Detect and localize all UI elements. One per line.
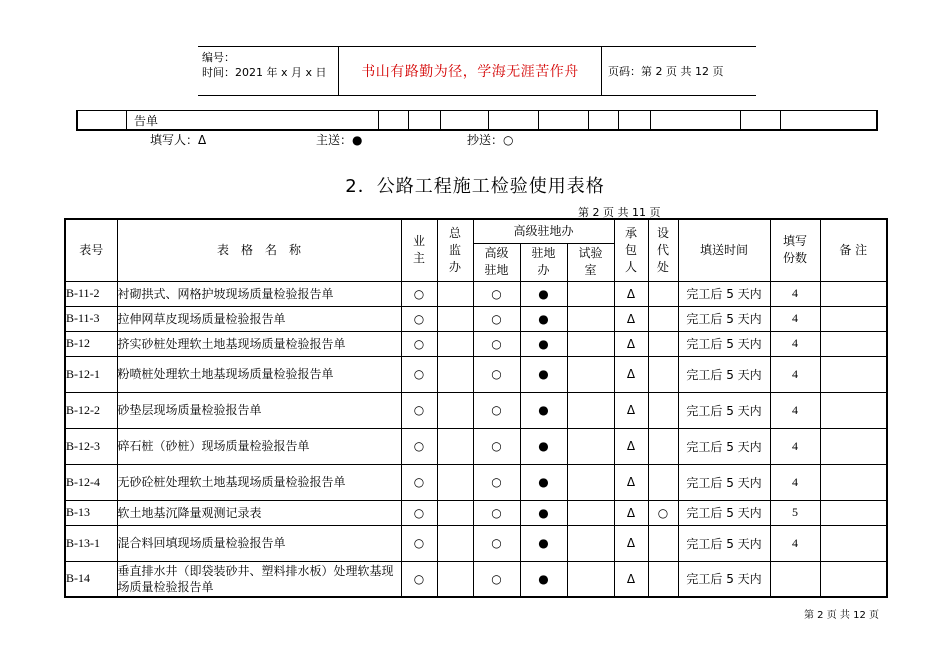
cell-senior: ○ bbox=[473, 561, 520, 597]
time-label: 时间：2021 年 x 月 x 日 bbox=[202, 66, 327, 79]
cell-remark bbox=[820, 561, 887, 597]
cell-senior: ○ bbox=[473, 525, 520, 561]
row-name: 粉喷桩处理软土地基现场质量检验报告单 bbox=[117, 356, 401, 392]
cell-send-time: 完工后 5 天内 bbox=[678, 356, 770, 392]
cell-contractor: Δ bbox=[614, 464, 648, 500]
cell-owner: ○ bbox=[401, 500, 437, 525]
cell-send-time: 完工后 5 天内 bbox=[678, 561, 770, 597]
table-row bbox=[65, 464, 887, 500]
cell-copies: 4 bbox=[770, 331, 820, 356]
cell-designer bbox=[648, 306, 678, 331]
cell-copies: 4 bbox=[770, 525, 820, 561]
cell-chief bbox=[437, 281, 473, 306]
row-name: 垂直排水井（即袋装砂井、塑料排水板）处理软基现场质量检验报告单 bbox=[117, 561, 401, 597]
cell-chief bbox=[437, 525, 473, 561]
cell-lab bbox=[567, 561, 614, 597]
cell-resident: ● bbox=[520, 525, 567, 561]
cell-lab bbox=[567, 331, 614, 356]
cell-designer bbox=[648, 281, 678, 306]
cell-senior: ○ bbox=[473, 428, 520, 464]
cell-chief bbox=[437, 331, 473, 356]
cell-resident: ● bbox=[520, 356, 567, 392]
legend-copy-send: 抄送：○ bbox=[467, 133, 514, 147]
cell-copies: 4 bbox=[770, 464, 820, 500]
cell-owner: ○ bbox=[401, 464, 437, 500]
row-name: 混合料回填现场质量检验报告单 bbox=[117, 525, 401, 561]
row-name: 砂垫层现场质量检验报告单 bbox=[117, 392, 401, 428]
table-row bbox=[65, 356, 887, 392]
row-code: B-12-4 bbox=[65, 464, 117, 500]
cell-chief bbox=[437, 356, 473, 392]
cell-resident: ● bbox=[520, 561, 567, 597]
col-header-name: 表 格 名 称 bbox=[117, 219, 401, 281]
row-name: 拉伸网草皮现场质量检验报告单 bbox=[117, 306, 401, 331]
cell-contractor: Δ bbox=[614, 428, 648, 464]
cell-designer bbox=[648, 464, 678, 500]
row-code: B-13 bbox=[65, 500, 117, 525]
cell-owner: ○ bbox=[401, 356, 437, 392]
motto: 书山有路勤为径，学海无涯苦作舟 bbox=[338, 47, 602, 95]
cell-chief bbox=[437, 306, 473, 331]
cell-contractor: Δ bbox=[614, 331, 648, 356]
table-row bbox=[65, 306, 887, 331]
row-code: B-11-3 bbox=[65, 306, 117, 331]
cell-lab bbox=[567, 356, 614, 392]
cell-remark bbox=[820, 306, 887, 331]
row-name: 碎石桩（砂桩）现场质量检验报告单 bbox=[117, 428, 401, 464]
cell-contractor: Δ bbox=[614, 356, 648, 392]
previous-table-cell: 告单 bbox=[134, 114, 159, 128]
cell-chief bbox=[437, 428, 473, 464]
cell-resident: ● bbox=[520, 281, 567, 306]
cell-send-time: 完工后 5 天内 bbox=[678, 306, 770, 331]
cell-senior: ○ bbox=[473, 356, 520, 392]
legend-filler: 填写人：Δ bbox=[150, 133, 207, 147]
cell-senior: ○ bbox=[473, 331, 520, 356]
cell-send-time: 完工后 5 天内 bbox=[678, 331, 770, 356]
cell-owner: ○ bbox=[401, 392, 437, 428]
cell-senior: ○ bbox=[473, 392, 520, 428]
cell-owner: ○ bbox=[401, 306, 437, 331]
row-code: B-12-1 bbox=[65, 356, 117, 392]
cell-copies: 5 bbox=[770, 500, 820, 525]
table-row bbox=[65, 525, 887, 561]
number-label: 编号： bbox=[202, 51, 235, 64]
table-row bbox=[65, 428, 887, 464]
cell-send-time: 完工后 5 天内 bbox=[678, 281, 770, 306]
col-header-contractor: 承包人 bbox=[614, 219, 648, 281]
row-code: B-11-2 bbox=[65, 281, 117, 306]
cell-copies bbox=[770, 561, 820, 597]
cell-resident: ● bbox=[520, 500, 567, 525]
cell-remark bbox=[820, 281, 887, 306]
legend-main-send: 主送：● bbox=[316, 133, 363, 147]
cell-lab bbox=[567, 306, 614, 331]
page-title: 2．公路工程施工检验使用表格 bbox=[345, 176, 605, 197]
cell-designer bbox=[648, 331, 678, 356]
previous-table-fragment bbox=[76, 110, 878, 131]
cell-remark bbox=[820, 464, 887, 500]
cell-copies: 4 bbox=[770, 281, 820, 306]
cell-lab bbox=[567, 464, 614, 500]
row-code: B-13-1 bbox=[65, 525, 117, 561]
col-header-senior: 高级驻地 bbox=[473, 243, 520, 281]
cell-contractor: Δ bbox=[614, 392, 648, 428]
cell-contractor: Δ bbox=[614, 525, 648, 561]
cell-lab bbox=[567, 500, 614, 525]
row-name: 无砂砼桩处理软土地基现场质量检验报告单 bbox=[117, 464, 401, 500]
cell-send-time: 完工后 5 天内 bbox=[678, 464, 770, 500]
cell-owner: ○ bbox=[401, 331, 437, 356]
cell-senior: ○ bbox=[473, 281, 520, 306]
cell-owner: ○ bbox=[401, 525, 437, 561]
cell-resident: ● bbox=[520, 428, 567, 464]
row-code: B-12 bbox=[65, 331, 117, 356]
cell-designer bbox=[648, 356, 678, 392]
cell-copies: 4 bbox=[770, 306, 820, 331]
cell-designer bbox=[648, 525, 678, 561]
cell-remark bbox=[820, 356, 887, 392]
inspection-forms-table bbox=[64, 218, 888, 598]
cell-send-time: 完工后 5 天内 bbox=[678, 525, 770, 561]
cell-remark bbox=[820, 428, 887, 464]
cell-chief bbox=[437, 392, 473, 428]
cell-resident: ● bbox=[520, 392, 567, 428]
cell-remark bbox=[820, 500, 887, 525]
cell-designer bbox=[648, 561, 678, 597]
cell-copies: 4 bbox=[770, 356, 820, 392]
cell-designer bbox=[648, 392, 678, 428]
col-header-owner: 业主 bbox=[401, 219, 437, 281]
table-row bbox=[65, 392, 887, 428]
cell-contractor: Δ bbox=[614, 500, 648, 525]
cell-remark bbox=[820, 525, 887, 561]
cell-copies: 4 bbox=[770, 392, 820, 428]
cell-remark bbox=[820, 392, 887, 428]
cell-senior: ○ bbox=[473, 464, 520, 500]
cell-chief bbox=[437, 500, 473, 525]
table-page-info: 第 2 页 共 11 页 bbox=[578, 206, 661, 219]
cell-designer: ○ bbox=[648, 500, 678, 525]
table-row bbox=[65, 500, 887, 525]
cell-lab bbox=[567, 392, 614, 428]
row-name: 挤实砂桩处理软土地基现场质量检验报告单 bbox=[117, 331, 401, 356]
cell-remark bbox=[820, 331, 887, 356]
cell-send-time: 完工后 5 天内 bbox=[678, 428, 770, 464]
cell-resident: ● bbox=[520, 331, 567, 356]
cell-resident: ● bbox=[520, 306, 567, 331]
col-header-remark: 备 注 bbox=[820, 219, 887, 281]
cell-designer bbox=[648, 428, 678, 464]
cell-lab bbox=[567, 428, 614, 464]
cell-owner: ○ bbox=[401, 428, 437, 464]
cell-send-time: 完工后 5 天内 bbox=[678, 392, 770, 428]
col-header-send-time: 填送时间 bbox=[678, 219, 770, 281]
col-header-resident: 驻地办 bbox=[520, 243, 567, 281]
col-header-senior-group: 高级驻地办 bbox=[473, 219, 614, 243]
cell-senior: ○ bbox=[473, 500, 520, 525]
cell-lab bbox=[567, 525, 614, 561]
table-row bbox=[65, 331, 887, 356]
col-header-chief: 总监办 bbox=[437, 219, 473, 281]
cell-send-time: 完工后 5 天内 bbox=[678, 500, 770, 525]
page-code: 页码：第 2 页 共 12 页 bbox=[608, 65, 724, 78]
page-footer: 第 2 页 共 12 页 bbox=[804, 610, 879, 621]
table-row bbox=[65, 281, 887, 306]
col-header-copies: 填写份数 bbox=[770, 219, 820, 281]
cell-resident: ● bbox=[520, 464, 567, 500]
row-name: 软土地基沉降量观测记录表 bbox=[117, 500, 401, 525]
row-code: B-14 bbox=[65, 561, 117, 597]
col-header-code: 表号 bbox=[65, 219, 117, 281]
header-meta bbox=[202, 50, 327, 80]
cell-owner: ○ bbox=[401, 561, 437, 597]
cell-owner: ○ bbox=[401, 281, 437, 306]
col-header-designer: 设代处 bbox=[648, 219, 678, 281]
cell-chief bbox=[437, 561, 473, 597]
table-row bbox=[65, 561, 887, 597]
row-code: B-12-3 bbox=[65, 428, 117, 464]
row-code: B-12-2 bbox=[65, 392, 117, 428]
cell-copies: 4 bbox=[770, 428, 820, 464]
col-header-lab: 试验室 bbox=[567, 243, 614, 281]
cell-contractor: Δ bbox=[614, 281, 648, 306]
cell-senior: ○ bbox=[473, 306, 520, 331]
row-name: 衬砌拱式、网格护坡现场质量检验报告单 bbox=[117, 281, 401, 306]
cell-chief bbox=[437, 464, 473, 500]
cell-contractor: Δ bbox=[614, 561, 648, 597]
cell-lab bbox=[567, 281, 614, 306]
cell-contractor: Δ bbox=[614, 306, 648, 331]
page-header bbox=[198, 46, 756, 96]
